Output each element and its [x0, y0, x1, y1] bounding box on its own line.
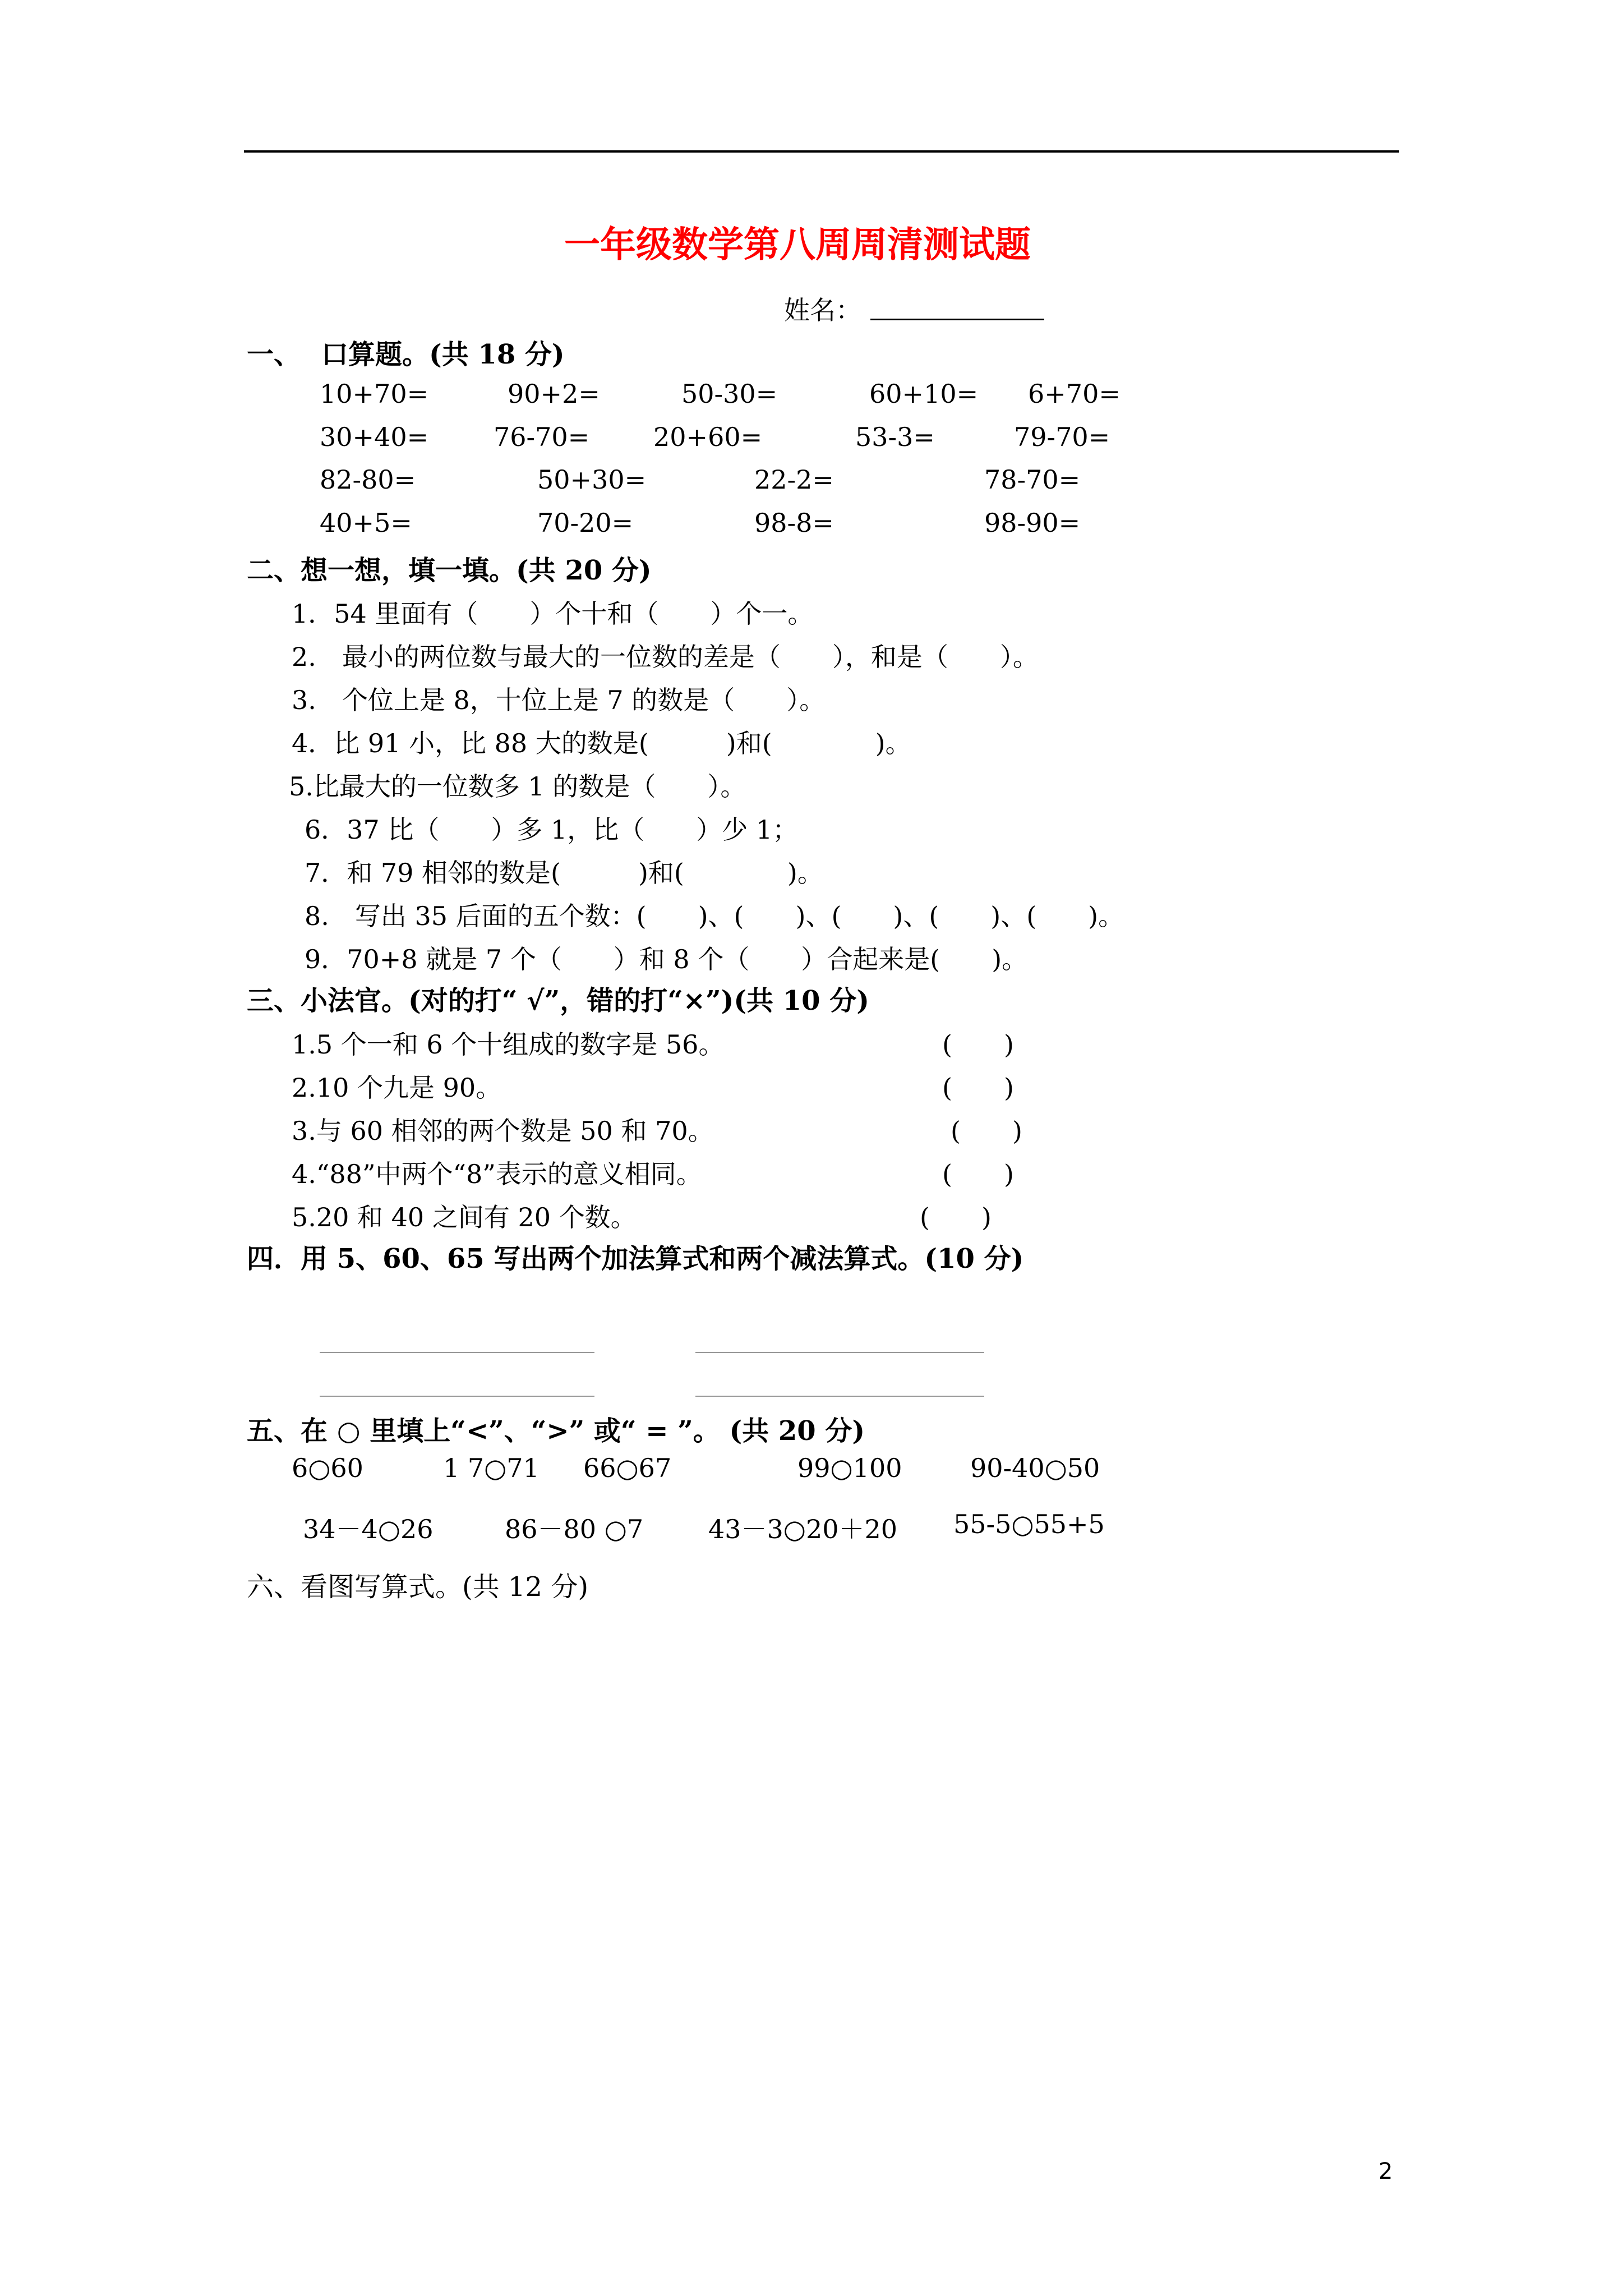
header-rule [244, 150, 1399, 153]
compare-item: 6○60 [292, 1453, 363, 1483]
calc-item: 50+30= [537, 464, 647, 495]
name-blank[interactable] [870, 319, 1044, 320]
compare-item: 66○67 [583, 1453, 672, 1483]
calc-item: 22-2= [754, 464, 834, 495]
calc-item: 79-70= [1014, 422, 1110, 452]
fill-item: 7．和 79 相邻的数是( )和( )。 [305, 858, 823, 888]
section-6-heading: 六、看图写算式。(共 12 分) [247, 1571, 589, 1603]
section-3-heading: 三、小法官。(对的打“ √”，错的打“×”)(共 10 分) [247, 985, 869, 1016]
section-2-heading: 二、想一想，填一填。(共 20 分) [247, 555, 652, 586]
fill-item: 8. 写出 35 后面的五个数：( )、( )、( )、( )、( )。 [305, 901, 1124, 931]
calc-item: 20+60= [653, 422, 763, 452]
section-1-num: 一、 [247, 339, 301, 370]
judge-paren[interactable]: ( ) [951, 1116, 1022, 1146]
calc-item: 40+5= [320, 508, 412, 538]
answer-line[interactable] [695, 1396, 984, 1397]
answer-line[interactable] [695, 1352, 984, 1353]
fill-item: 2. 最小的两位数与最大的一位数的差是（ ），和是（ ）。 [292, 642, 1039, 672]
judge-paren[interactable]: ( ) [942, 1159, 1014, 1189]
compare-item: 1 7○71 [443, 1453, 540, 1483]
judge-item: 2.10 个九是 90。 [292, 1073, 502, 1103]
calc-item: 53-3= [855, 422, 935, 452]
calc-item: 98-90= [984, 508, 1081, 538]
calc-item: 82-80= [320, 464, 416, 495]
fill-item: 3. 个位上是 8，十位上是 7 的数是（ ）。 [292, 685, 826, 715]
calc-item: 50-30= [681, 379, 778, 409]
compare-item: 43－3○20＋20 [708, 1514, 898, 1544]
compare-item: 55-5○55+5 [953, 1509, 1105, 1539]
compare-item: 90-40○50 [970, 1453, 1100, 1483]
compare-item: 99○100 [797, 1453, 902, 1483]
judge-item: 1.5 个一和 6 个十组成的数字是 56。 [292, 1029, 725, 1060]
calc-item: 98-8= [754, 508, 834, 538]
calc-item: 30+40= [320, 422, 429, 452]
calc-item: 90+2= [508, 379, 600, 409]
page-title: 一年级数学第八周周清测试题 [564, 224, 1031, 266]
page-number: 2 [1378, 2159, 1393, 2184]
fill-item: 5.比最大的一位数多 1 的数是（ ）。 [289, 771, 746, 802]
name-label: 姓名： [784, 295, 861, 325]
calc-item: 6+70= [1028, 379, 1121, 409]
fill-item: 4．比 91 小，比 88 大的数是( )和( )。 [292, 728, 911, 758]
calc-item: 60+10= [869, 379, 979, 409]
fill-item: 6．37 比（ ）多 1，比（ ）少 1； [305, 815, 799, 845]
section-1-heading: 口算题。(共 18 分) [321, 339, 565, 370]
fill-item: 1．54 里面有（ ）个十和（ ）个一。 [292, 599, 814, 629]
compare-item: 34－4○26 [303, 1514, 434, 1544]
calc-item: 78-70= [984, 464, 1081, 495]
fill-item: 9．70+8 就是 7 个（ ）和 8 个（ ）合起来是( )。 [305, 944, 1028, 974]
section-4-heading: 四．用 5、60、65 写出两个加法算式和两个减法算式。(10 分) [247, 1243, 1024, 1274]
judge-paren[interactable]: ( ) [942, 1073, 1014, 1103]
calc-item: 10+70= [320, 379, 429, 409]
compare-item: 86－80 ○7 [505, 1514, 644, 1544]
calc-item: 76-70= [494, 422, 590, 452]
section-5-heading: 五、在 ○ 里填上“<”、“>” 或“ = ”。 (共 20 分) [247, 1415, 865, 1447]
answer-line[interactable] [320, 1396, 594, 1397]
judge-item: 4.“88”中两个“8”表示的意义相同。 [292, 1159, 702, 1189]
judge-item: 3.与 60 相邻的两个数是 50 和 70。 [292, 1116, 714, 1146]
answer-line[interactable] [320, 1352, 594, 1353]
calc-item: 70-20= [537, 508, 634, 538]
judge-paren[interactable]: ( ) [942, 1029, 1014, 1060]
judge-item: 5.20 和 40 之间有 20 个数。 [292, 1202, 637, 1232]
judge-paren[interactable]: ( ) [920, 1202, 992, 1232]
